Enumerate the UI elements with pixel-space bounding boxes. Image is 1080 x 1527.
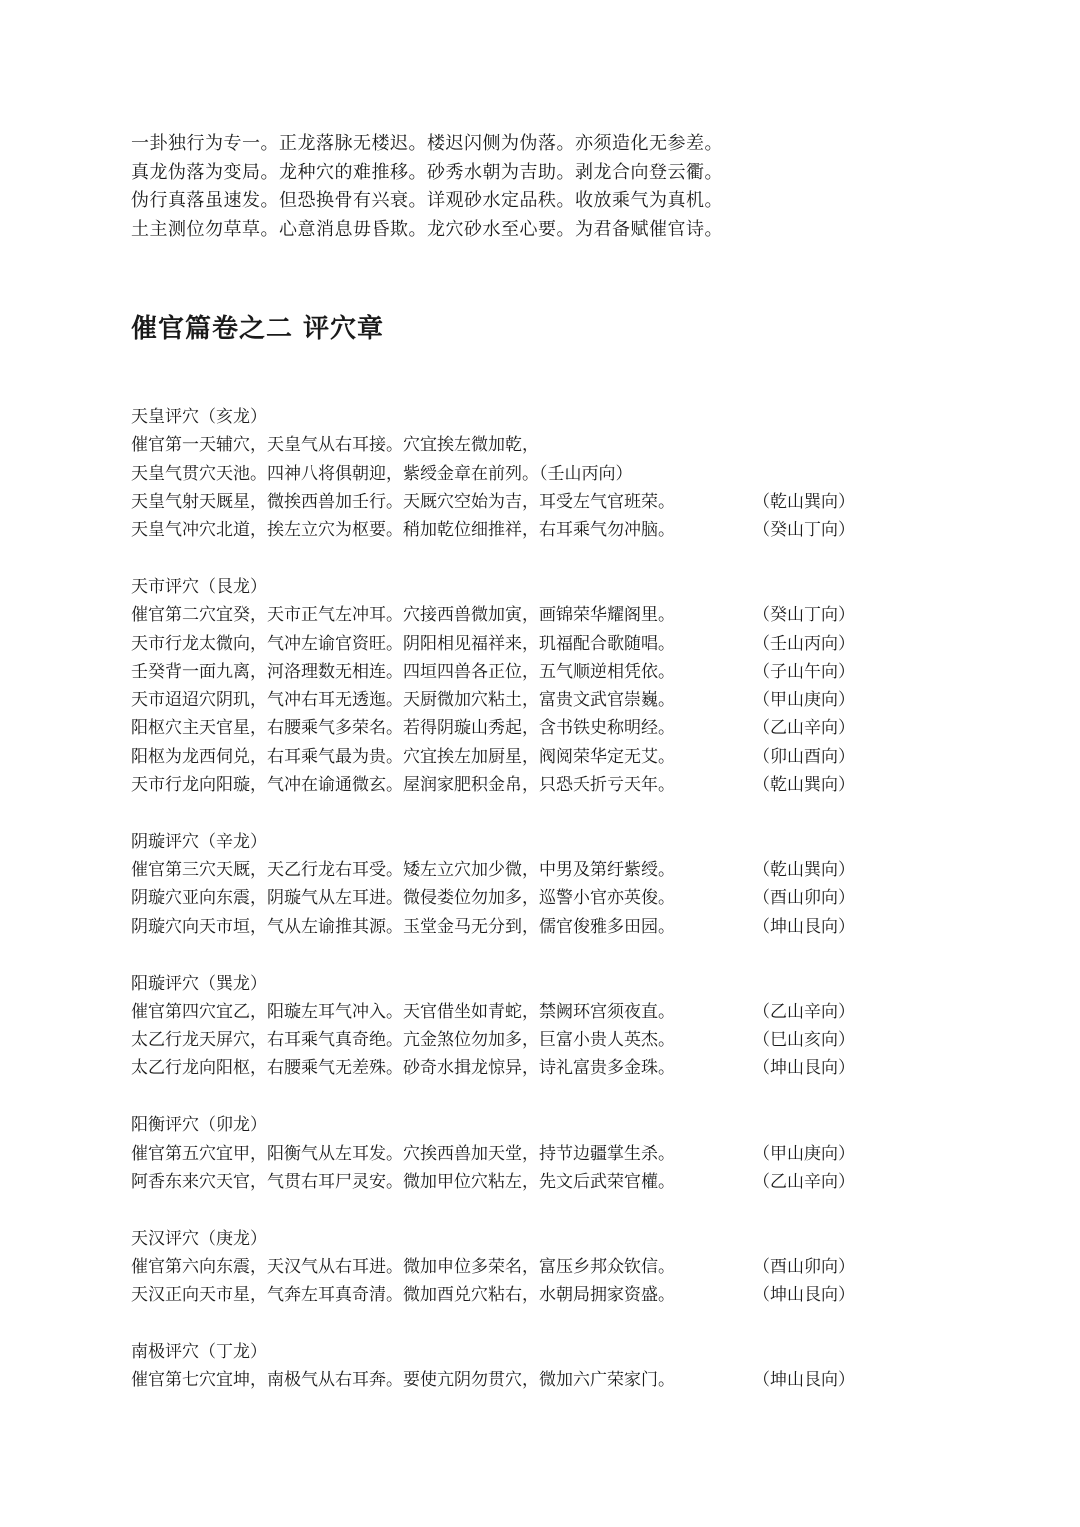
verse-direction: （坤山艮向） <box>753 916 855 937</box>
verse-direction: （酉山卯向） <box>753 888 855 909</box>
verse-line <box>131 460 871 488</box>
intro-line: 伪行真落虽速发。但恐换骨有兴衰。详观砂水定品秩。收放乘气为真机。 <box>131 190 723 211</box>
section-yangheng <box>131 1111 871 1196</box>
verse-direction: （乾山巽向） <box>753 775 855 796</box>
verse-line <box>131 658 871 686</box>
verse-line <box>131 856 871 884</box>
verse-direction: （乾山巽向） <box>753 491 855 512</box>
verse-line <box>131 686 871 714</box>
verse-text: 天市迢迢穴阴玑，气冲右耳无透迤。天厨微加穴粘土，富贵文武官崇巍。 <box>131 690 675 711</box>
verse-direction: （乾山巽向） <box>753 860 855 881</box>
section-title: 天汉评穴（庚龙） <box>131 1228 267 1249</box>
verse-text: 壬癸背一面九离，河洛理数无相连。四垣四兽各正位，五气顺逆相凭依。 <box>131 661 675 682</box>
verse-direction: （乙山辛向） <box>753 718 855 739</box>
verse-direction: （甲山庚向） <box>753 690 855 711</box>
verse-direction: （卯山酉向） <box>753 746 855 767</box>
verse-text: 太乙行龙向阳枢，右腰乘气无差殊。砂奇水揖龙惊异，诗礼富贵多金珠。 <box>131 1058 675 1079</box>
verse-text: 阴璇穴向天市垣，气从左谕推其源。玉堂金马无分到，儒官俊雅多田园。 <box>131 916 675 937</box>
verse-line <box>131 630 871 658</box>
verse-text: 天市行龙太微向，气冲左谕官资旺。阴阳相见福祥来，玑福配合歌随唱。 <box>131 633 675 654</box>
verse-line <box>131 1168 871 1196</box>
verse-text: 天皇气贯穴天池。四神八将俱朝迎，紫绶金章在前列。（壬山丙向） <box>131 463 633 484</box>
verse-text: 天市行龙向阳璇，气冲在谕通微玄。屋润家肥积金帛，只恐夭折亏天年。 <box>131 775 675 796</box>
verse-text: 天汉正向天市星，气奔左耳真奇清。微加酉兑穴粘右，水朝局拥家资盛。 <box>131 1285 675 1306</box>
verse-text: 催官第二穴宜癸，天市正气左冲耳。穴接西兽微加寅，画锦荣华耀阁里。 <box>131 605 675 626</box>
section-title: 南极评穴（丁龙） <box>131 1342 267 1363</box>
verse-text: 催官第七穴宜坤，南极气从右耳奔。要使亢阴勿贯穴，微加六广荣家门。 <box>131 1370 675 1391</box>
verse-direction: （乙山辛向） <box>753 1001 855 1022</box>
section-yinxuan <box>131 828 871 941</box>
section-title: 阳璇评穴（巽龙） <box>131 973 267 994</box>
verse-line <box>131 1140 871 1168</box>
verse-line <box>131 743 871 771</box>
section-title: 天皇评穴（亥龙） <box>131 407 267 427</box>
verse-direction: （坤山艮向） <box>753 1058 855 1079</box>
verse-direction: （巳山亥向） <box>753 1030 855 1051</box>
section-yangxuan <box>131 970 871 1083</box>
verse-text: 阴璇穴亚向东震，阴璇气从左耳进。微侵娄位勿加多，巡警小官亦英俊。 <box>131 888 675 909</box>
verse-direction: （癸山丁向） <box>753 605 855 626</box>
section-list <box>131 403 871 1423</box>
verse-line <box>131 998 871 1026</box>
intro-poem <box>131 130 723 244</box>
verse-line <box>131 1253 871 1281</box>
section-tianshi <box>131 573 871 799</box>
section-tianhan <box>131 1225 871 1310</box>
verse-direction: （酉山卯向） <box>753 1256 855 1277</box>
verse-line <box>131 1026 871 1054</box>
verse-direction: （癸山丁向） <box>753 520 855 541</box>
verse-text: 天皇气射天厩星，微挨西兽加壬行。天厩穴空始为吉，耳受左气官班荣。 <box>131 491 675 512</box>
verse-text: 阳枢为龙西伺兑，右耳乘气最为贵。穴宜挨左加厨星，阀阅荣华定无艾。 <box>131 746 675 767</box>
verse-text: 阳枢穴主天官星，右腰乘气多荣名。若得阴璇山秀起，含书铁史称明经。 <box>131 718 675 739</box>
verse-line <box>131 1281 871 1309</box>
section-nanji <box>131 1338 871 1395</box>
verse-line <box>131 601 871 629</box>
verse-text: 天皇气冲穴北道，挨左立穴为枢要。稍加乾位细推祥，右耳乘气勿冲脑。 <box>131 520 675 541</box>
verse-line <box>131 1366 871 1394</box>
section-title: 阳衡评穴（卯龙） <box>131 1115 267 1136</box>
verse-text: 催官第一天辅穴，天皇气从右耳接。穴宜挨左微加乾， <box>131 435 539 456</box>
verse-direction: （坤山艮向） <box>753 1370 855 1391</box>
intro-line: 土主测位勿草草。心意消息毋昏欺。龙穴砂水至心要。为君备赋催官诗。 <box>131 218 723 240</box>
intro-line: 一卦独行为专一。正龙落脉无楼迟。楼迟闪侧为伪落。亦须造化无参差。 <box>131 133 723 154</box>
section-tianhuang <box>131 403 871 544</box>
verse-text: 阿香东来穴天官，气贯右耳尸灵安。微加甲位穴粘左，先文后武荣官權。 <box>131 1171 675 1192</box>
verse-line <box>131 714 871 742</box>
verse-line <box>131 884 871 912</box>
verse-text: 太乙行龙天屏穴，右耳乘气真奇绝。亢金煞位勿加多，巨富小贵人英杰。 <box>131 1030 675 1051</box>
verse-text: 催官第三穴天厩，天乙行龙右耳受。矮左立穴加少微，中男及第纡紫绶。 <box>131 860 675 881</box>
verse-text: 催官第五穴宜甲，阳衡气从左耳发。穴挨西兽加天堂，持节边疆掌生杀。 <box>131 1143 675 1164</box>
verse-text: 催官第四穴宜乙，阳璇左耳气冲入。天官借坐如青蛇，禁阙环宫须夜直。 <box>131 1001 675 1022</box>
verse-line <box>131 771 871 799</box>
verse-line <box>131 488 871 516</box>
section-title: 阴璇评穴（辛龙） <box>131 831 267 852</box>
verse-direction: （子山午向） <box>753 661 855 682</box>
verse-direction: （壬山丙向） <box>753 633 855 654</box>
verse-direction: （乙山辛向） <box>753 1171 855 1192</box>
intro-line: 真龙伪落为变局。龙种穴的难推移。砂秀水朝为吉助。剥龙合向登云衢。 <box>131 161 723 183</box>
verse-direction: （甲山庚向） <box>753 1143 855 1164</box>
verse-line <box>131 516 871 544</box>
section-title: 天市评穴（艮龙） <box>131 576 267 597</box>
verse-line <box>131 913 871 941</box>
verse-text: 催官第六向东震，天汉气从右耳进。微加申位多荣名，富压乡邦众钦信。 <box>131 1256 675 1277</box>
chapter-heading: 催官篇卷之二 评穴章 <box>131 314 385 344</box>
verse-line <box>131 1054 871 1082</box>
verse-line <box>131 431 871 459</box>
verse-direction: （坤山艮向） <box>753 1285 855 1306</box>
